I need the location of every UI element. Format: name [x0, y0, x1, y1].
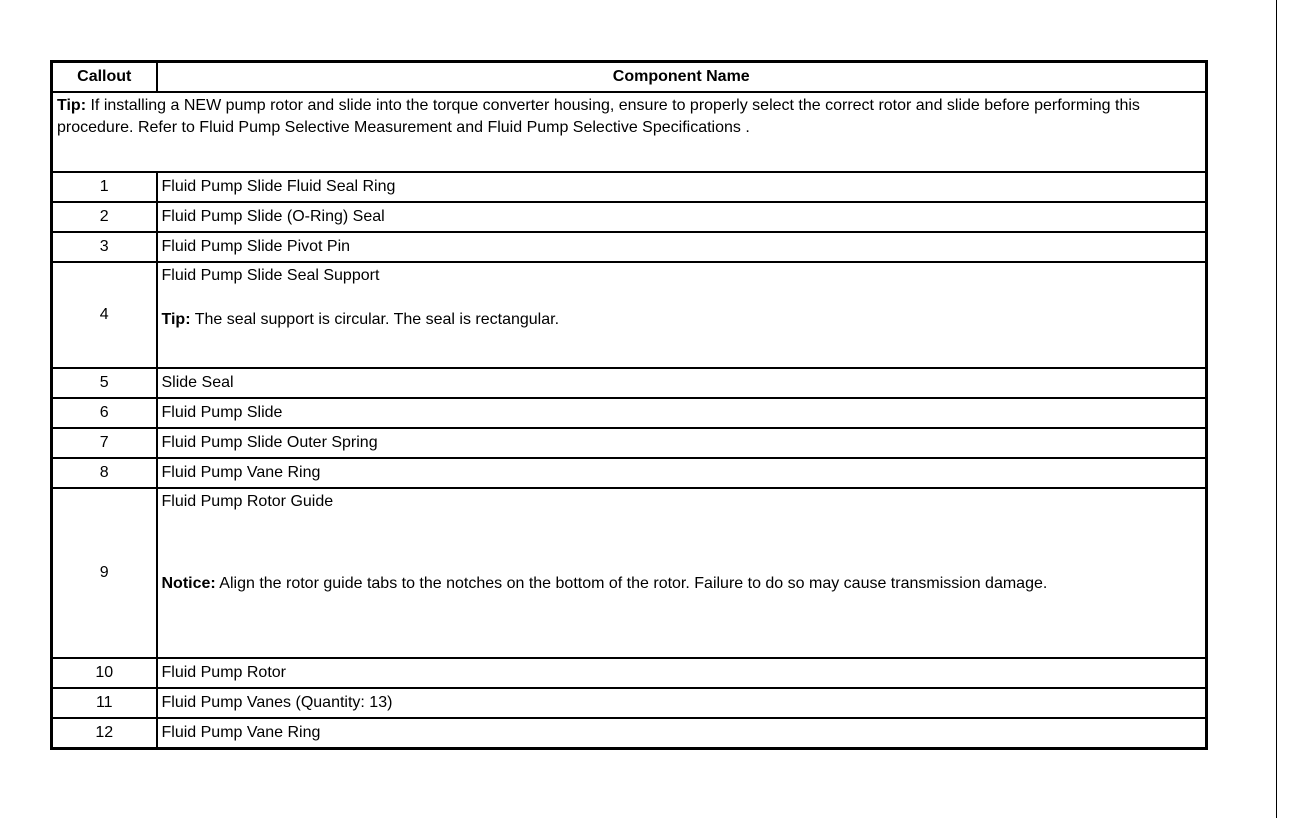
component-name: Fluid Pump Slide Outer Spring	[157, 428, 1207, 458]
component-name-cell	[157, 488, 1207, 658]
component-name: Fluid Pump Rotor	[157, 658, 1207, 688]
callout-number: 3	[52, 232, 157, 262]
callout-number: 1	[52, 172, 157, 202]
callout-number: 8	[52, 458, 157, 488]
component-name-header: Component Name	[157, 62, 1207, 93]
table-row	[52, 172, 1207, 202]
intro-tip-label: Tip:	[57, 97, 87, 114]
component-name: Fluid Pump Rotor Guide	[161, 493, 334, 510]
callout-number: 12	[52, 718, 157, 749]
callout-number: 5	[52, 368, 157, 398]
spacer	[162, 513, 1202, 573]
page-edge-rule	[1276, 0, 1277, 818]
notice-text: Align the rotor guide tabs to the notches on the bottom of the rotor. Failure to do so may cause transmission damage.	[215, 575, 1048, 592]
component-name: Fluid Pump Vane Ring	[157, 718, 1207, 749]
table-row	[52, 718, 1207, 749]
table-row	[52, 202, 1207, 232]
component-name: Fluid Pump Vanes (Quantity: 13)	[157, 688, 1207, 718]
table-row	[52, 428, 1207, 458]
component-name-cell	[157, 262, 1207, 368]
tip-note	[162, 311, 560, 328]
table-row	[52, 458, 1207, 488]
callout-number: 9	[52, 488, 157, 658]
table-row	[52, 488, 1207, 658]
component-name: Fluid Pump Slide Seal Support	[161, 267, 380, 284]
table-row	[52, 658, 1207, 688]
callout-number: 4	[52, 262, 157, 368]
callout-number: 2	[52, 202, 157, 232]
intro-tip	[52, 92, 1207, 172]
tip-label: Tip:	[161, 311, 191, 328]
callout-number: 6	[52, 398, 157, 428]
component-name: Fluid Pump Slide (O-Ring) Seal	[157, 202, 1207, 232]
component-name: Fluid Pump Slide Fluid Seal Ring	[157, 172, 1207, 202]
table-row	[52, 262, 1207, 368]
table-row	[52, 688, 1207, 718]
component-name: Fluid Pump Slide Pivot Pin	[157, 232, 1207, 262]
table-row	[52, 368, 1207, 398]
spacer	[162, 287, 1202, 309]
intro-tip-text: If installing a NEW pump rotor and slide into the torque converter housing, ensure to properly select the correct rotor and slide before performing this procedure. Refer to Fluid Pump Selective Measurement and Fluid Pump Selective Specifications .	[57, 97, 1140, 136]
component-name: Fluid Pump Slide	[157, 398, 1207, 428]
callout-number: 10	[52, 658, 157, 688]
table-row	[52, 232, 1207, 262]
intro-tip-row	[52, 92, 1207, 172]
callout-number: 11	[52, 688, 157, 718]
table-row	[52, 398, 1207, 428]
callout-table	[50, 60, 1208, 750]
tip-text: The seal support is circular. The seal is rectangular.	[190, 311, 560, 328]
component-name: Fluid Pump Vane Ring	[157, 458, 1207, 488]
notice-label: Notice:	[161, 575, 216, 592]
header-row	[52, 62, 1207, 93]
notice-note	[162, 575, 1048, 592]
callout-header: Callout	[52, 62, 157, 93]
component-name: Slide Seal	[157, 368, 1207, 398]
callout-number: 7	[52, 428, 157, 458]
